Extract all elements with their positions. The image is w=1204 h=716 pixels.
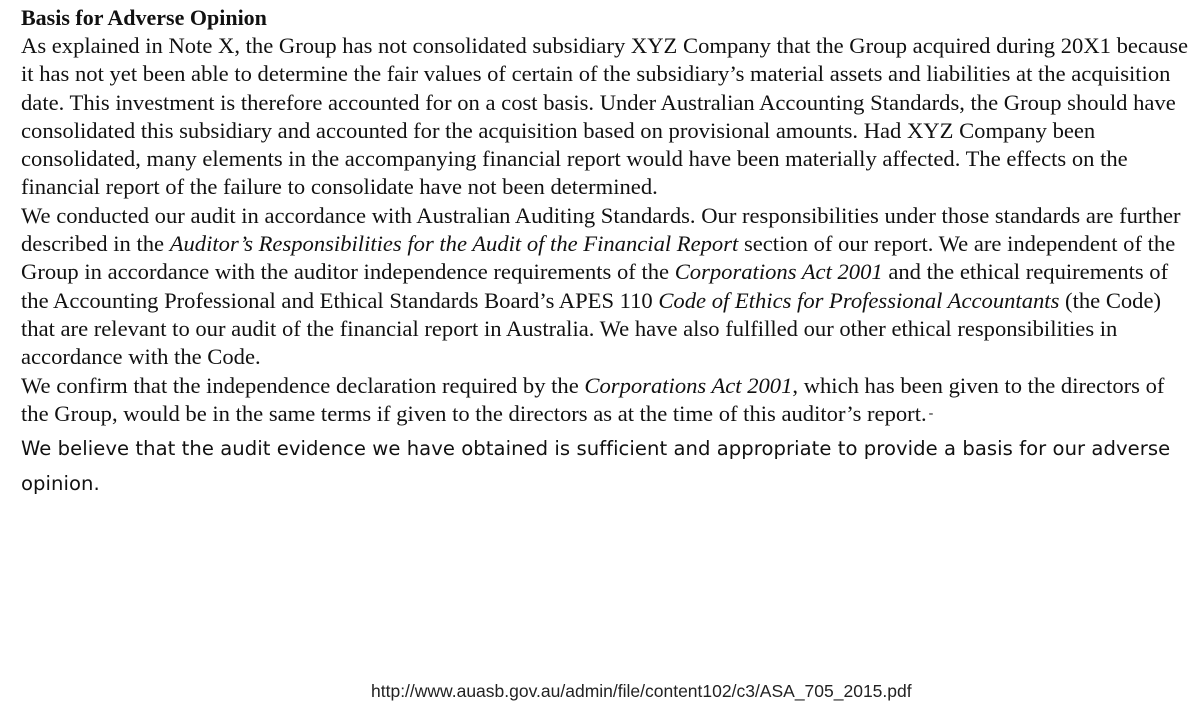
text-run: We conducted our audit in accordance with Australian Auditing Standards. Our responsibilities under those standards are further described in the	[21, 202, 1181, 257]
section-heading: Basis for Adverse Opinion	[21, 5, 267, 30]
paragraph-audit-evidence: We believe that the audit evidence we have obtained is sufficient and appropriate to provide a basis for our adverse opinion.	[21, 437, 1171, 496]
paragraph-audit-standards	[21, 202, 1191, 372]
italic-section-reference: Auditor’s Responsibilities for the Audit of the Financial Report	[169, 231, 739, 257]
source-url[interactable]: http://www.auasb.gov.au/admin/file/content102/c3/ASA_705_2015.pdf	[371, 681, 912, 701]
text-run: section of our report. We are independent of the Group in accordance with the auditor independence requirements of the	[21, 231, 1176, 285]
text-run: (the Code) that are relevant to our audit of the financial report in Australia. We have also fulfilled our other ethical responsibilities in accordance with the Code.	[21, 287, 1162, 370]
document-body	[21, 4, 1191, 501]
text-run: , which has been given to the directors of the Group, would be in the same terms if given to the directors as at the time of this auditor’s report.	[21, 372, 1165, 426]
stray-mark: -	[928, 405, 934, 421]
italic-act-reference: Corporations Act 2001	[674, 259, 883, 285]
text-run: We confirm that the independence declaration required by the	[21, 372, 585, 398]
paragraph-consolidation: As explained in Note X, the Group has not consolidated subsidiary XYZ Company that the Group acquired during 20X1 because it has not yet been able to determine the fair values of certain of the subsidiary’s material assets and liabilities at the acquisition date. This investment is therefore accounted for on a cost basis. Under Australian Accounting Standards, the Group should have consolidated this subsidiary and accounted for the acquisition based on provisional amounts. Had XYZ Company been consolidated, many elements in the accompanying financial report would have been materially affected. The effects on the financial report of the failure to consolidate have not been determined.	[21, 33, 1189, 200]
italic-code-reference: Code of Ethics for Professional Accountants	[658, 287, 1060, 313]
text-run: and the ethical requirements of the Accounting Professional and Ethical Standards Board’s APES 110	[21, 259, 1169, 313]
italic-act-reference: Corporations Act 2001	[584, 372, 793, 398]
paragraph-independence	[21, 372, 1191, 429]
